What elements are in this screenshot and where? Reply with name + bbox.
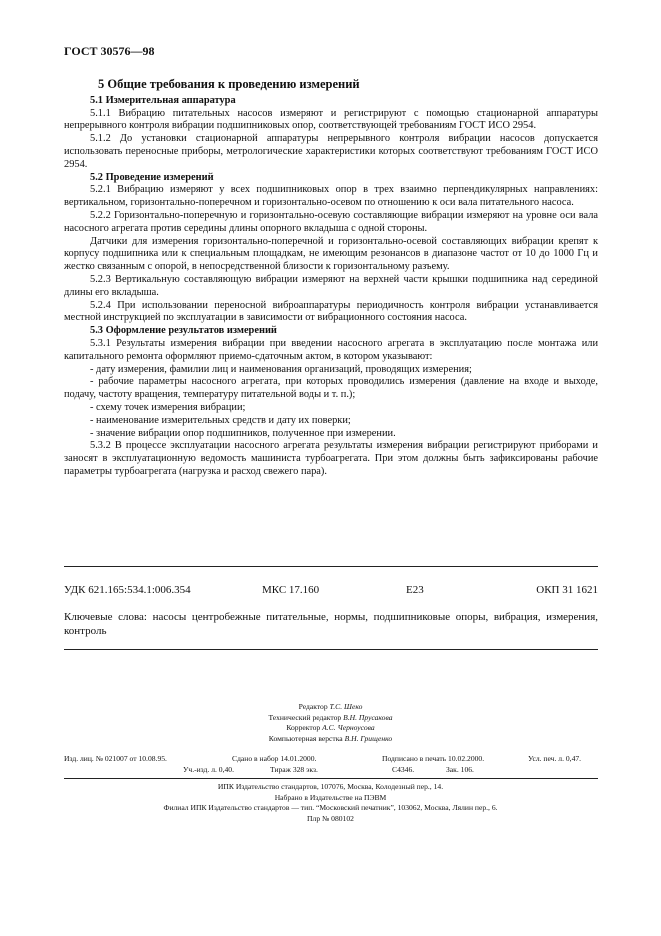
section-title: 5 Общие требования к проведению измерений [98, 77, 360, 91]
udk-code: УДК 621.165:534.1:006.354 [64, 584, 191, 596]
paragraph-5-2-1: 5.2.1 Вибрацию измеряют у всех подшипниковых опор в трех взаимно перпендикулярных направлениях: вертикальном, горизонтально-поперечном и горизонтально-осевом по отношению к оси вала питательного насоса. [64, 184, 598, 209]
subsection-5-3-title: 5.3 Оформление результатов измерений [90, 325, 277, 337]
publishing-sheets: Уч.-изд. л. 0,40. [183, 765, 234, 774]
okp-code: ОКП 31 1621 [536, 584, 598, 596]
subsection-5-2-title: 5.2 Проведение измерений [90, 171, 214, 183]
paragraph-5-2-2: 5.2.2 Горизонтально-поперечную и горизонтально-осевую составляющие вибрации измеряют на уровне оси вала насосного агрегата против середины длины опорного вкладыша с одной стороны. [64, 209, 598, 234]
paragraph-5-1-2: 5.1.2 До установки стационарной аппаратуры непрерывного контроля вибрации насосов допускается использовать переносные приборы, метрологические характеристики которых соответствуют требованиям ГОСТ ИСО 2954. [64, 133, 598, 170]
divider-bottom [64, 649, 598, 650]
printer-address: Филиал ИПК Издательство стандартов — тип. “Московский печатник”, 103062, Москва, Лялин пер., 6. [163, 803, 498, 812]
list-item: - наименование измерительных средств и дату их поверки; [90, 414, 351, 426]
list-item: - дату измерения, фамилии лиц и наименования организаций, проводящих измерения; [90, 363, 472, 375]
imprint-divider [64, 778, 598, 779]
e-code: Е23 [406, 584, 424, 596]
paragraph-5-1-1: 5.1.1 Вибрацию питательных насосов измеряют и регистрируют с помощью стационарной аппаратуры непрерывного контроля вибрации подшипниковых опор, соответствующей требованиям ГОСТ ИСО 2954. [64, 107, 598, 132]
keywords: Ключевые слова: насосы центробежные питательные, нормы, подшипниковые опоры, вибрация, измерения, контроль [64, 611, 598, 637]
print-sheets: Усл. печ. л. 0,47. [528, 754, 582, 763]
paragraph-5-3-1: 5.3.1 Результаты измерения вибрации при введении насосного агрегата в эксплуатацию после монтажа или капитального ремонта оформляют приемо-сдаточным актом, в котором указывают: [64, 337, 598, 362]
c-code: С4346. [392, 765, 415, 774]
standard-code-header: ГОСТ 30576—98 [64, 44, 155, 58]
paragraph-5-3-2: 5.3.2 В процессе эксплуатации насосного агрегата результаты измерения вибрации регистрируют приборами и заносят в эксплуатационную ведомость машиниста турбоагрегата. При этом должны быть зафиксированы рабочие параметры турбоагрегата (нагрузка и расход свежего пара). [64, 440, 598, 477]
corrector-line: Корректор А.С. Черноусова [286, 723, 375, 732]
paragraph-5-2-4: 5.2.4 При использовании переносной виброаппаратуры периодичность контроля вибрации устанавливается местной инструкцией по эксплуатации в зависимости от вибрационного состояния насоса. [64, 299, 598, 324]
license-number: Изд. лиц. № 021007 от 10.08.95. [64, 754, 167, 763]
print-run: Тираж 328 экз. [270, 765, 318, 774]
list-item: - схему точек измерения вибрации; [90, 401, 246, 413]
paragraph-5-2-3: 5.2.3 Вертикальную составляющую вибрации измеряют на верхней части крышки подшипника над серединой длины его вкладыша. [64, 273, 598, 298]
publisher-address: ИПК Издательство стандартов, 107076, Москва, Колодезный пер., 14. [217, 782, 444, 791]
list-item: - рабочие параметры насосного агрегата, при которых проводились измерения (давление на входе и выходе, подачу, частоту вращения, температуру питательной воды и т. п.); [64, 376, 598, 401]
subsection-5-1-title: 5.1 Измерительная аппаратура [90, 94, 236, 106]
layout-line: Компьютерная верстка В.Н. Грищенко [268, 733, 393, 743]
publisher-block [0, 782, 661, 824]
credits-block [0, 702, 661, 744]
print-date: Подписано в печать 10.02.2000. [382, 754, 485, 763]
list-item: - значение вибрации опор подшипников, полученное при измерении. [90, 427, 396, 439]
tech-editor-line: Технический редактор В.Н. Прусакова [268, 712, 393, 722]
typeset-date: Сдано в набор 14.01.2000. [232, 754, 317, 763]
divider-top [64, 566, 598, 567]
order-number: Зак. 106. [446, 765, 474, 774]
editor-line: Редактор Т.С. Шеко [298, 702, 363, 711]
typeset-note: Набрано в Издательстве на ПЭВМ [274, 792, 387, 802]
mks-code: МКС 17.160 [262, 584, 320, 596]
paragraph-5-2-2-sensors: Датчики для измерения горизонтально-поперечной и горизонтально-осевой составляющих вибрации крепят к корпусу подшипника или к специальным площадкам, не имеющим резонансов в диапазоне частот от 10 до 1000 Гц и жестко связанным с опорой, в непосредственной близости к горизонтальному разъему. [64, 235, 598, 273]
section-body [64, 78, 598, 479]
plr-number: Плр № 080102 [307, 813, 354, 823]
